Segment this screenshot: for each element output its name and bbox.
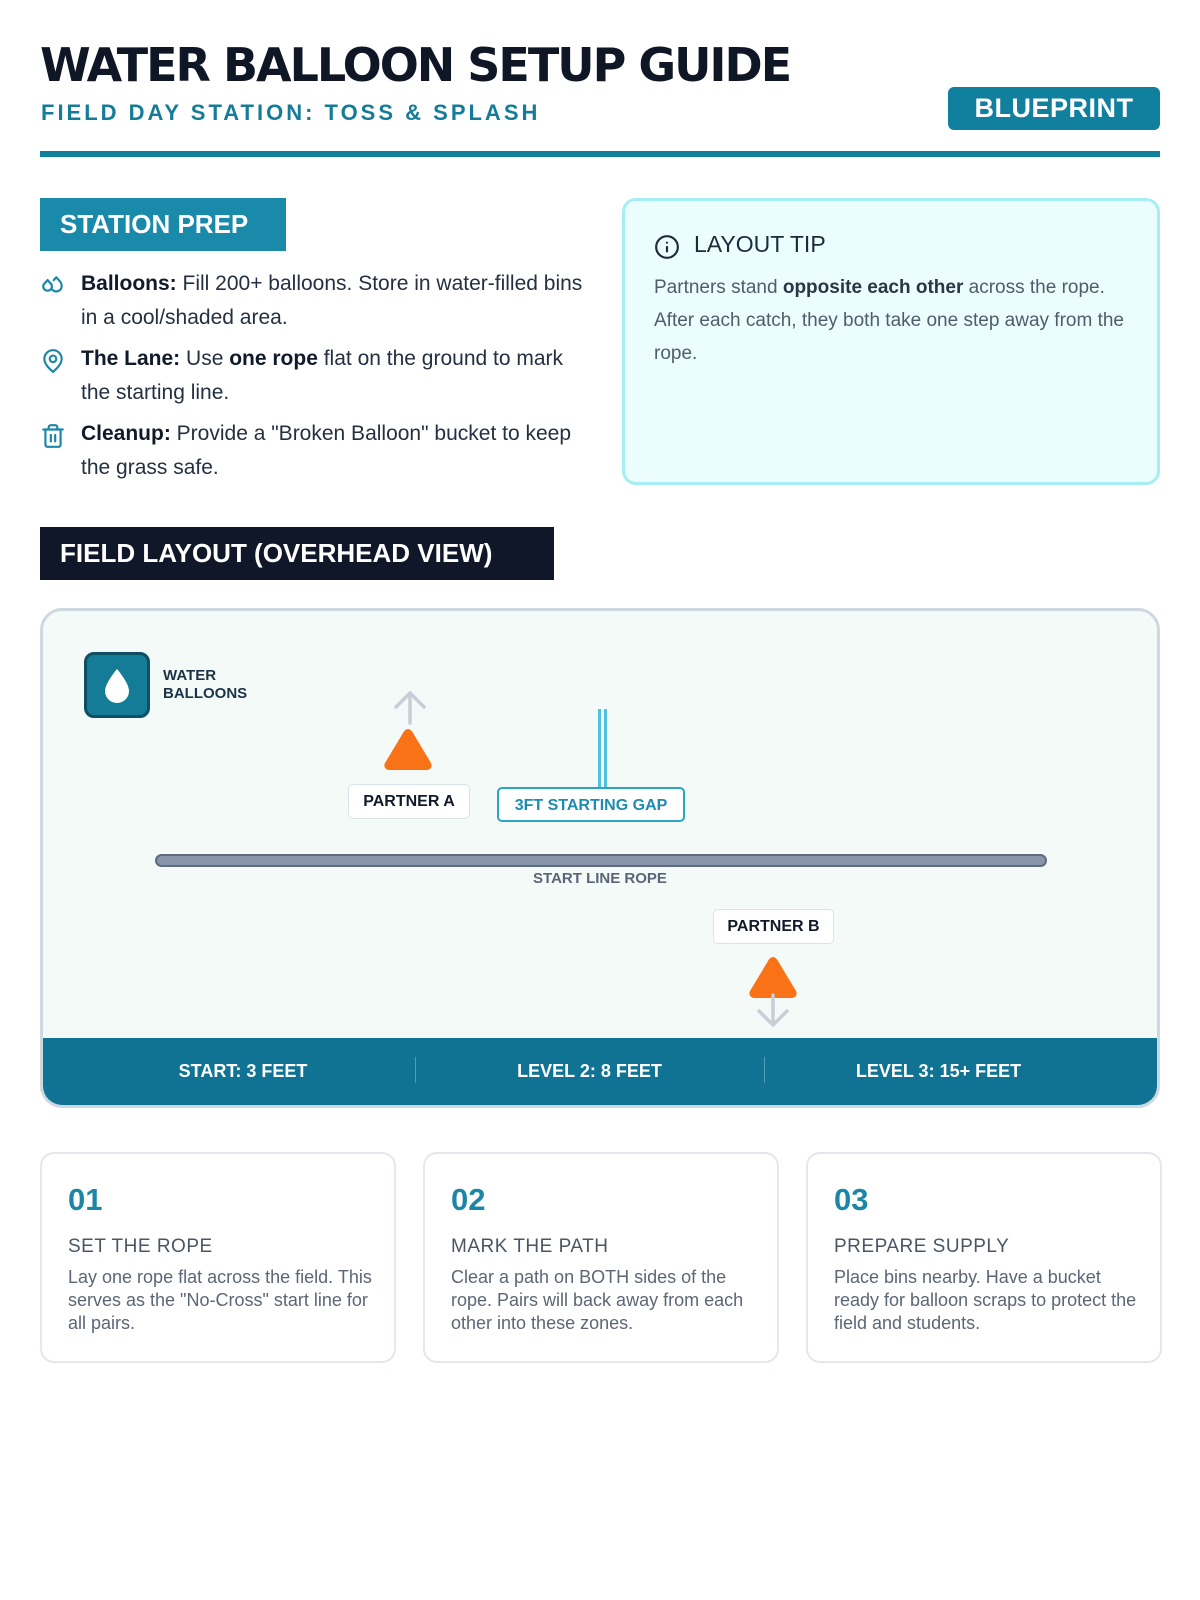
prep-item-lead: Balloons: bbox=[81, 272, 177, 295]
step-number: 01 bbox=[68, 1182, 103, 1217]
prep-item-balloons bbox=[40, 267, 585, 335]
starting-gap-tag: 3FT STARTING GAP bbox=[497, 787, 685, 822]
partner-a-direction-arrow-icon bbox=[390, 687, 430, 727]
water-drop-icon bbox=[87, 655, 147, 715]
step-card-3 bbox=[806, 1152, 1162, 1363]
trash-icon bbox=[40, 423, 66, 449]
page-header bbox=[40, 38, 1160, 158]
tip-text-post: across the rope. After each catch, they both take one step away from the rope. bbox=[654, 277, 1124, 364]
distance-levels-bar bbox=[43, 1038, 1157, 1105]
step-title: PREPARE SUPPLY bbox=[834, 1236, 1010, 1257]
partner-a-marker-icon bbox=[382, 726, 434, 772]
partner-b-direction-arrow-icon bbox=[753, 991, 793, 1031]
partner-a-tag: PARTNER A bbox=[348, 784, 470, 819]
step-body: Lay one rope flat across the field. This serves as the "No-Cross" start line for all pairs. bbox=[68, 1267, 372, 1333]
start-line-rope-label: START LINE ROPE bbox=[533, 870, 667, 887]
info-icon bbox=[654, 234, 680, 260]
start-line-rope bbox=[155, 854, 1047, 867]
prep-item-lead: Cleanup: bbox=[81, 422, 171, 445]
step-title: MARK THE PATH bbox=[451, 1236, 609, 1257]
distance-level-3: LEVEL 3: 15+ FEET bbox=[855, 1061, 1022, 1081]
layout-tip-title: LAYOUT TIP bbox=[694, 231, 826, 257]
blueprint-badge: BLUEPRINT bbox=[948, 87, 1160, 130]
distance-level-start: START: 3 FEET bbox=[178, 1061, 308, 1081]
distance-level-2: LEVEL 2: 8 FEET bbox=[517, 1061, 662, 1081]
step-title: SET THE ROPE bbox=[68, 1236, 213, 1257]
water-balloons-label-line2: BALLOONS bbox=[163, 685, 248, 702]
prep-item-text: Fill 200+ balloons. Store in water-filled bins in a cool/shaded area. bbox=[81, 272, 583, 329]
water-balloons-label-line1: WATER bbox=[163, 667, 217, 684]
prep-item-text: flat on the ground to mark the starting line. bbox=[81, 347, 564, 404]
step-card-2 bbox=[423, 1152, 779, 1363]
header-divider bbox=[40, 151, 1160, 157]
step-number: 02 bbox=[451, 1182, 486, 1217]
tip-text-bold: opposite each other bbox=[782, 277, 964, 298]
prep-item-lane bbox=[40, 342, 585, 410]
partner-b-tag: PARTNER B bbox=[713, 909, 834, 944]
prep-item-text: Provide a "Broken Balloon" bucket to keep the grass safe. bbox=[81, 422, 571, 479]
step-card-1 bbox=[40, 1152, 396, 1363]
prep-item-bold: one rope bbox=[229, 347, 318, 370]
step-body: Place bins nearby. Have a bucket ready for balloon scraps to protect the field and students. bbox=[834, 1267, 1137, 1333]
prep-item-lead: The Lane: bbox=[81, 347, 181, 370]
droplets-icon bbox=[40, 273, 66, 299]
layout-tip-card bbox=[622, 198, 1160, 485]
page-subtitle: FIELD DAY STATION: TOSS & SPLASH bbox=[41, 100, 541, 125]
field-layout-heading: FIELD LAYOUT (OVERHEAD VIEW) bbox=[40, 527, 554, 580]
water-balloons-marker bbox=[84, 652, 150, 718]
station-prep-list bbox=[40, 267, 585, 492]
step-body: Clear a path on BOTH sides of the rope. Pairs will back away from each other into these zones. bbox=[451, 1267, 744, 1333]
map-pin-icon bbox=[40, 348, 66, 374]
prep-item-cleanup bbox=[40, 417, 585, 485]
step-number: 03 bbox=[834, 1182, 869, 1217]
page-title: WATER BALLOON SETUP GUIDE bbox=[40, 38, 791, 92]
prep-item-pre: Use bbox=[180, 347, 230, 370]
station-prep-heading: STATION PREP bbox=[40, 198, 286, 251]
layout-tip-body bbox=[654, 271, 1134, 370]
starting-gap-indicator bbox=[598, 709, 607, 792]
tip-text-pre: Partners stand bbox=[654, 277, 783, 298]
water-balloons-label bbox=[163, 667, 247, 703]
field-layout-diagram bbox=[40, 608, 1160, 1108]
